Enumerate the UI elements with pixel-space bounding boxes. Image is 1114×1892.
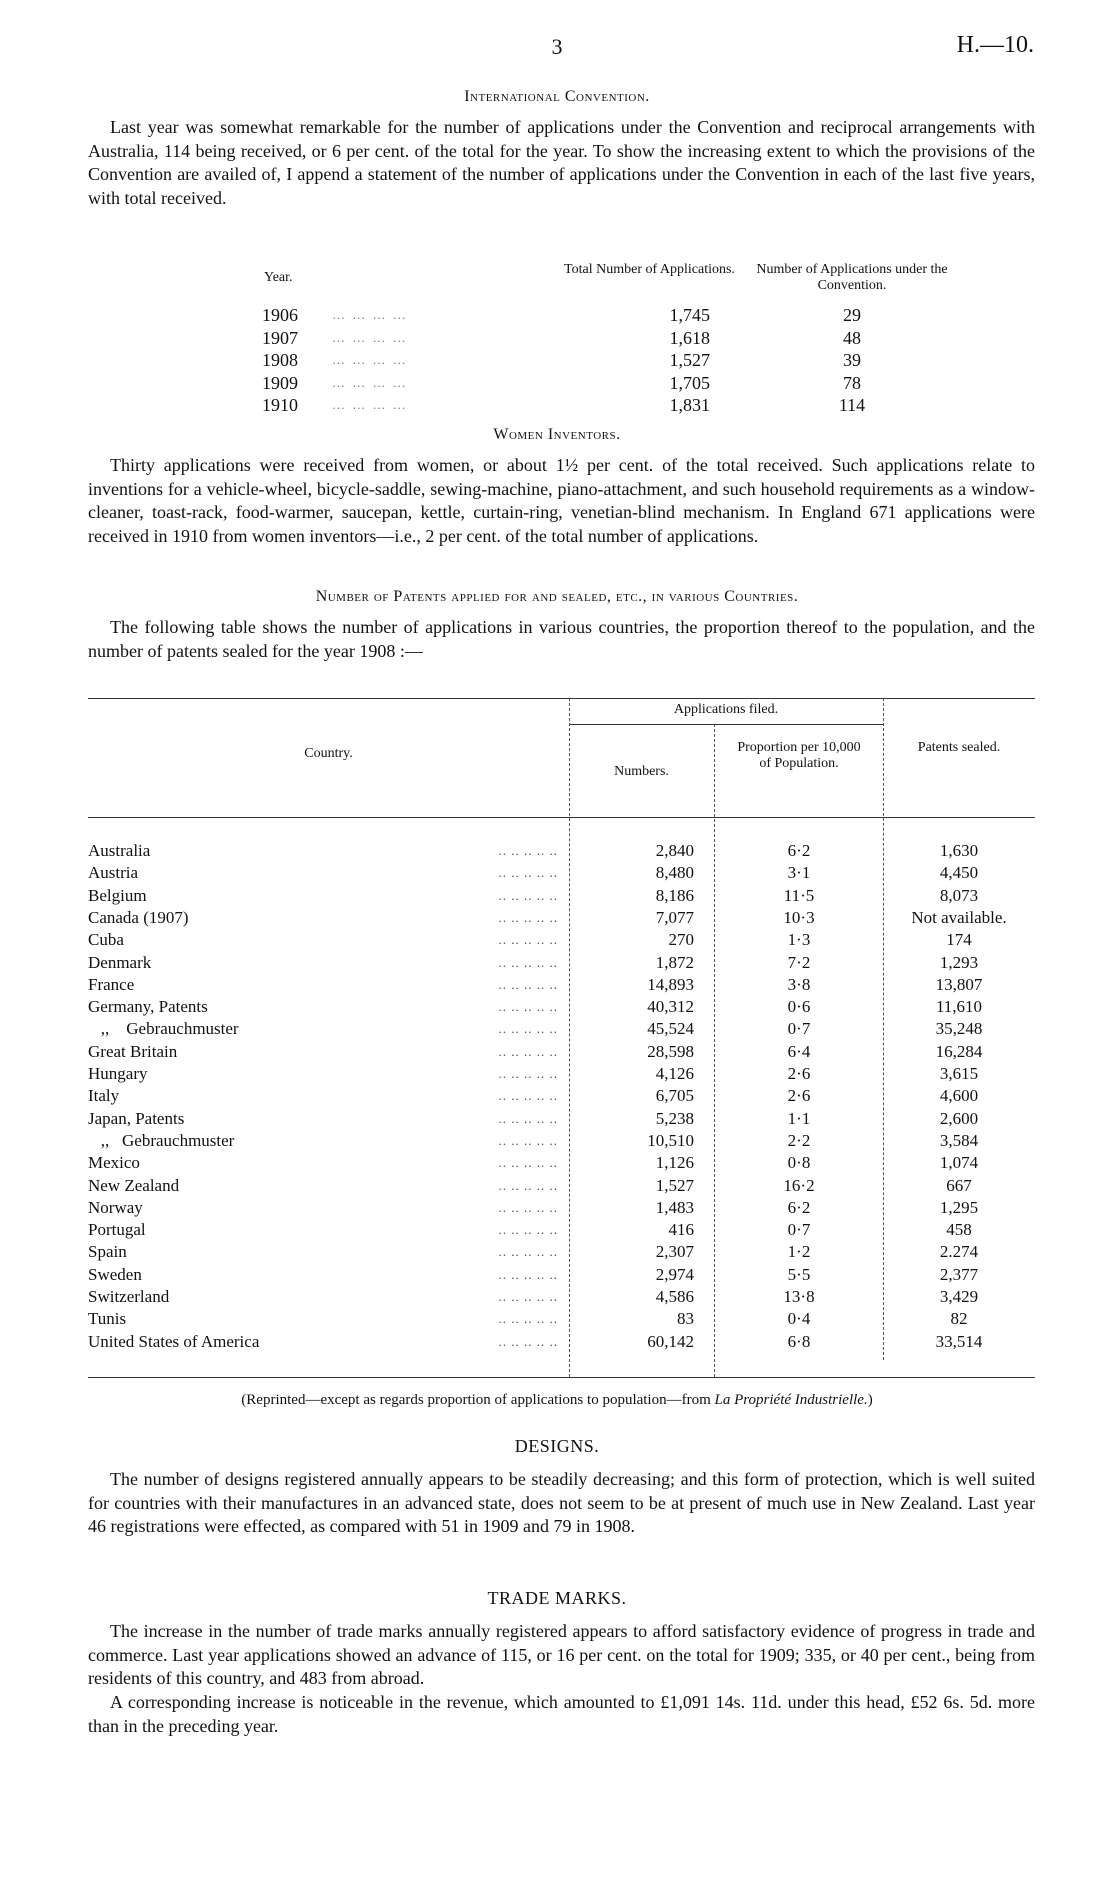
heading-designs: DESIGNS.	[514, 1436, 600, 1456]
cell-country: Portugal	[88, 1219, 152, 1241]
cell-proportion: 6·2	[787, 841, 811, 860]
cell-numbers: 83	[677, 1309, 694, 1329]
heading-international-convention: International Convention.	[464, 88, 650, 105]
leader-dots: .. .. .. .. ..	[498, 1222, 558, 1238]
col-country: Country.	[304, 746, 353, 761]
note-source: La Propriété Industrielle.	[714, 1392, 868, 1408]
cell-country: Hungary	[88, 1063, 153, 1085]
cell-proportion: 13·8	[783, 1287, 815, 1306]
table-row	[88, 1219, 1035, 1241]
table-row	[262, 394, 962, 417]
leader-dots: .. .. .. .. ..	[498, 1066, 558, 1081]
cell-year: 1906	[262, 305, 298, 325]
cell-numbers: 1,527	[655, 1175, 694, 1195]
paragraph-trade-marks-1	[88, 1620, 1035, 1691]
paragraph-text: A corresponding increase is noticeable in the revenue, which amounted to £1,091 14s. 11d. under this head, £52 6s. 5d. more than in the preceding year.	[88, 1692, 1035, 1736]
convention-table	[262, 262, 962, 417]
cell-proportion: 5·5	[787, 1264, 811, 1284]
cell-patents-sealed: 35,248	[935, 1019, 983, 1039]
paragraph-text: The number of designs registered annually appears to be steadily decreasing; and this form of protection, which is well suited for countries with their manufactures in an advanced state, does not seem to be at present of much use in New Zealand. Last year 46 registrations were effected, as compared with 51 in 1909 and 79 in 1908.	[88, 1469, 1035, 1536]
leader-dots: .. .. .. .. ..	[498, 1333, 558, 1349]
cell-patents-sealed: 1,293	[939, 952, 979, 972]
cell-patents-sealed: 1,630	[939, 841, 979, 860]
table-row	[262, 304, 962, 327]
cell-proportion: 10·3	[783, 907, 815, 927]
cell-numbers: 416	[668, 1220, 694, 1240]
cell-proportion: 2·6	[787, 1086, 811, 1106]
cell-numbers: 1,126	[655, 1153, 694, 1173]
cell-country: United States of America	[88, 1331, 265, 1353]
cell-country: New Zealand	[88, 1175, 185, 1197]
cell-convention: 114	[838, 395, 866, 415]
paragraph-international-convention	[88, 116, 1035, 210]
cell-numbers: 1,483	[655, 1197, 694, 1217]
table-row	[262, 327, 962, 350]
col-proportion: Proportion per 10,000 of Population.	[737, 740, 861, 771]
cell-proportion: 3·8	[787, 974, 811, 994]
table-row	[88, 1197, 1035, 1219]
table-row	[88, 1041, 1035, 1063]
leader-dots: .. .. .. .. ..	[498, 1043, 558, 1059]
leader-dots: .. .. .. .. ..	[498, 1289, 558, 1304]
leader-dots: .. .. .. .. ..	[498, 887, 558, 903]
cell-country: Denmark	[88, 952, 157, 974]
table-row	[88, 952, 1035, 974]
cell-patents-sealed: 3,615	[939, 1064, 979, 1083]
cell-patents-sealed: 33,514	[935, 1331, 983, 1351]
cell-country: Italy	[88, 1085, 125, 1107]
leader-dots: … … … …	[332, 374, 408, 390]
cell-patents-sealed: 667	[946, 1175, 972, 1195]
cell-proportion: 1·2	[787, 1242, 811, 1262]
table-bottom-rule	[88, 1377, 1035, 1378]
col-total: Total Number of Applications.	[564, 262, 735, 277]
paragraph-women-inventors	[88, 454, 1035, 548]
cell-convention: 48	[843, 327, 861, 348]
cell-numbers: 28,598	[647, 1041, 694, 1061]
table-row	[262, 372, 962, 395]
cell-proportion: 0·7	[787, 1220, 811, 1240]
leader-dots: .. .. .. .. ..	[498, 932, 558, 948]
cell-proportion: 0·4	[787, 1309, 811, 1329]
cell-country: ,, Gebrauchmuster	[88, 1130, 240, 1152]
cell-patents-sealed: 458	[946, 1220, 972, 1240]
leader-dots: .. .. .. .. ..	[498, 843, 558, 858]
cell-proportion: 16·2	[783, 1175, 815, 1195]
convention-table-body	[262, 304, 962, 417]
leader-dots: .. .. .. .. ..	[498, 1110, 558, 1126]
cell-country: Canada (1907)	[88, 907, 195, 929]
cell-numbers: 7,077	[655, 907, 694, 927]
cell-numbers: 45,524	[647, 1019, 694, 1039]
leader-dots: .. .. .. .. ..	[498, 954, 558, 970]
cell-total: 1,527	[669, 350, 710, 370]
table-row	[88, 862, 1035, 884]
cell-numbers: 60,142	[647, 1331, 694, 1351]
cell-country: Tunis	[88, 1308, 132, 1330]
cell-country: Australia	[88, 840, 156, 862]
leader-dots: .. .. .. .. ..	[498, 1266, 558, 1282]
cell-year: 1909	[262, 372, 298, 393]
table-row	[88, 1331, 1035, 1353]
cell-proportion: 0·6	[787, 997, 811, 1017]
cell-country: France	[88, 974, 140, 996]
cell-convention: 29	[843, 305, 861, 325]
table-row	[88, 1264, 1035, 1286]
cell-proportion: 1·1	[787, 1108, 811, 1128]
heading-patents-countries: Number of Patents applied for and sealed, etc., in various Countries.	[315, 588, 799, 605]
col-convention: Number of Applications under the Convention.	[756, 262, 948, 293]
cell-convention: 78	[843, 372, 861, 393]
leader-dots: .. .. .. .. ..	[498, 999, 558, 1015]
cell-proportion: 0·8	[787, 1153, 811, 1173]
cell-proportion: 3·1	[787, 863, 811, 883]
cell-proportion: 11·5	[783, 885, 815, 905]
col-year: Year.	[264, 270, 293, 285]
cell-patents-sealed: 3,429	[939, 1287, 979, 1306]
table-row	[88, 1241, 1035, 1263]
leader-dots: .. .. .. .. ..	[498, 1132, 558, 1148]
leader-dots: .. .. .. .. ..	[498, 1088, 558, 1104]
cell-total: 1,831	[669, 395, 710, 415]
cell-numbers: 8,186	[655, 885, 694, 905]
cell-patents-sealed: 2,600	[939, 1108, 979, 1128]
header-sub-rule	[569, 724, 883, 725]
cell-patents-sealed: 16,284	[935, 1041, 983, 1061]
cell-numbers: 270	[668, 930, 694, 950]
table-source-note	[0, 1392, 1114, 1409]
leader-dots: … … … …	[332, 397, 408, 412]
cell-country: Norway	[88, 1197, 149, 1219]
cell-country: Sweden	[88, 1264, 148, 1286]
cell-patents-sealed: 1,295	[939, 1197, 979, 1217]
leader-dots: .. .. .. .. ..	[498, 1244, 558, 1260]
cell-year: 1907	[262, 327, 298, 348]
leader-dots: … … … …	[332, 307, 408, 322]
table-row	[88, 885, 1035, 907]
table-row	[88, 1063, 1035, 1085]
paragraph-text: Last year was somewhat remarkable for the number of applications under the Convention and reciprocal arrangements with Australia, 114 being received, or 6 per cent. of the total for the year. To show the increasing extent to which the provisions of the Convention are availed of, I append a statement of the number of applications under the Convention in each of the last five years, with total received.	[88, 117, 1035, 208]
cell-year: 1908	[262, 350, 298, 370]
cell-patents-sealed: 8,073	[939, 885, 979, 905]
cell-patents-sealed: 4,600	[939, 1086, 979, 1106]
cell-patents-sealed: Not available.	[911, 907, 1007, 927]
paragraph-text: The following table shows the number of applications in various countries, the proportion thereof to the population, and the number of patents sealed for the year 1908 :—	[88, 617, 1035, 661]
leader-dots: .. .. .. .. ..	[498, 1155, 558, 1171]
table-row	[262, 349, 962, 372]
table-row	[88, 929, 1035, 951]
paragraph-text: The increase in the number of trade marks annually registered appears to afford satisfactory evidence of progress in trade and commerce. Last year applications showed an advance of 115, or 16 per cent. on the total for 1909; 335, or 40 per cent., being from residents of this country, and 483 from abroad.	[88, 1621, 1035, 1688]
table-row	[88, 1018, 1035, 1040]
cell-patents-sealed: 4,450	[939, 863, 979, 883]
cell-proportion: 1·3	[787, 930, 811, 950]
cell-numbers: 8,480	[655, 863, 694, 883]
table-row	[88, 1175, 1035, 1197]
cell-proportion: 6·4	[787, 1041, 811, 1061]
note-text: (Reprinted—except as regards proportion of applications to population—from	[241, 1392, 715, 1408]
cell-numbers: 4,126	[655, 1064, 694, 1083]
paragraph-designs	[88, 1468, 1035, 1539]
cell-numbers: 2,307	[655, 1242, 694, 1262]
cell-numbers: 4,586	[655, 1287, 694, 1306]
cell-numbers: 10,510	[647, 1130, 694, 1150]
cell-numbers: 2,840	[655, 841, 694, 860]
col-numbers: Numbers.	[614, 764, 669, 779]
cell-proportion: 0·7	[787, 1019, 811, 1039]
cell-total: 1,618	[669, 327, 710, 348]
leader-dots: .. .. .. .. ..	[498, 976, 558, 992]
page-number: 3	[551, 34, 563, 59]
cell-numbers: 5,238	[655, 1108, 694, 1128]
table-top-rule	[88, 698, 1035, 699]
cell-proportion: 6·2	[787, 1197, 811, 1217]
cell-patents-sealed: 2,377	[939, 1264, 979, 1284]
cell-numbers: 6,705	[655, 1086, 694, 1106]
leader-dots: … … … …	[332, 352, 408, 367]
cell-country: Mexico	[88, 1152, 146, 1174]
cell-country: Spain	[88, 1241, 133, 1263]
leader-dots: .. .. .. .. ..	[498, 1311, 558, 1327]
patents-table	[88, 698, 1035, 1378]
cell-patents-sealed: 2.274	[939, 1242, 979, 1262]
cell-country: ,, Gebrauchmuster	[88, 1018, 245, 1040]
table-row	[88, 1108, 1035, 1130]
table-row	[88, 974, 1035, 996]
cell-numbers: 2,974	[655, 1264, 694, 1284]
cell-total: 1,745	[669, 305, 710, 325]
cell-patents-sealed: 174	[946, 930, 972, 950]
cell-numbers: 1,872	[655, 952, 694, 972]
cell-numbers: 40,312	[647, 997, 694, 1017]
leader-dots: .. .. .. .. ..	[498, 1199, 558, 1215]
heading-women-inventors: Women Inventors.	[493, 426, 621, 443]
cell-country: Belgium	[88, 885, 153, 907]
note-suffix: )	[867, 1392, 873, 1408]
cell-country: Japan, Patents	[88, 1108, 190, 1130]
table-row	[88, 907, 1035, 929]
cell-total: 1,705	[669, 372, 710, 393]
cell-patents-sealed: 82	[950, 1309, 968, 1329]
heading-trade-marks: TRADE MARKS.	[487, 1588, 627, 1608]
cell-proportion: 2·6	[787, 1064, 811, 1083]
cell-convention: 39	[843, 350, 861, 370]
table-row	[88, 1152, 1035, 1174]
cell-patents-sealed: 3,584	[939, 1130, 979, 1150]
leader-dots: .. .. .. .. ..	[498, 1021, 558, 1037]
cell-numbers: 14,893	[647, 974, 694, 994]
leader-dots: .. .. .. .. ..	[498, 909, 558, 925]
cell-country: Switzerland	[88, 1286, 175, 1308]
leader-dots: .. .. .. .. ..	[498, 865, 558, 881]
cell-year: 1910	[262, 395, 298, 415]
col-applications-filed: Applications filed.	[673, 702, 779, 717]
paragraph-patents-countries	[88, 616, 1035, 663]
table-row	[88, 1085, 1035, 1107]
table-row	[88, 1130, 1035, 1152]
cell-proportion: 6·8	[787, 1331, 811, 1351]
convention-table-header	[262, 262, 962, 304]
table-row	[88, 1286, 1035, 1308]
paragraph-text: Thirty applications were received from women, or about 1½ per cent. of the total received. Such applications relate to inventions for a vehicle-wheel, bicycle-saddle, sewing-machine, piano-attachment, and such household requirements as a window-cleaner, toast-rack, food-warmer, saucepan, kettle, curtain-ring, venetian-blind mechanism. In England 671 applications were received in 1910 from women inventors—i.e., 2 per cent. of the total number of applications.	[88, 455, 1035, 546]
cell-proportion: 7·2	[787, 952, 811, 972]
leader-dots: … … … …	[332, 329, 408, 345]
cell-country: Austria	[88, 862, 144, 884]
table-row	[88, 996, 1035, 1018]
cell-country: Germany, Patents	[88, 996, 214, 1018]
table-row	[88, 840, 1035, 862]
cell-proportion: 2·2	[787, 1130, 811, 1150]
cell-patents-sealed: 13,807	[935, 974, 983, 994]
paragraph-trade-marks-2	[88, 1691, 1035, 1738]
cell-country: Great Britain	[88, 1041, 183, 1063]
cell-patents-sealed: 1,074	[939, 1153, 979, 1173]
header-bottom-rule	[88, 817, 1035, 818]
table-row	[88, 1308, 1035, 1330]
document-reference: H.—10.	[956, 32, 1034, 58]
col-patents-sealed: Patents sealed.	[917, 740, 1001, 755]
leader-dots: .. .. .. .. ..	[498, 1177, 558, 1193]
cell-country: Cuba	[88, 929, 130, 951]
cell-patents-sealed: 11,610	[935, 997, 983, 1017]
